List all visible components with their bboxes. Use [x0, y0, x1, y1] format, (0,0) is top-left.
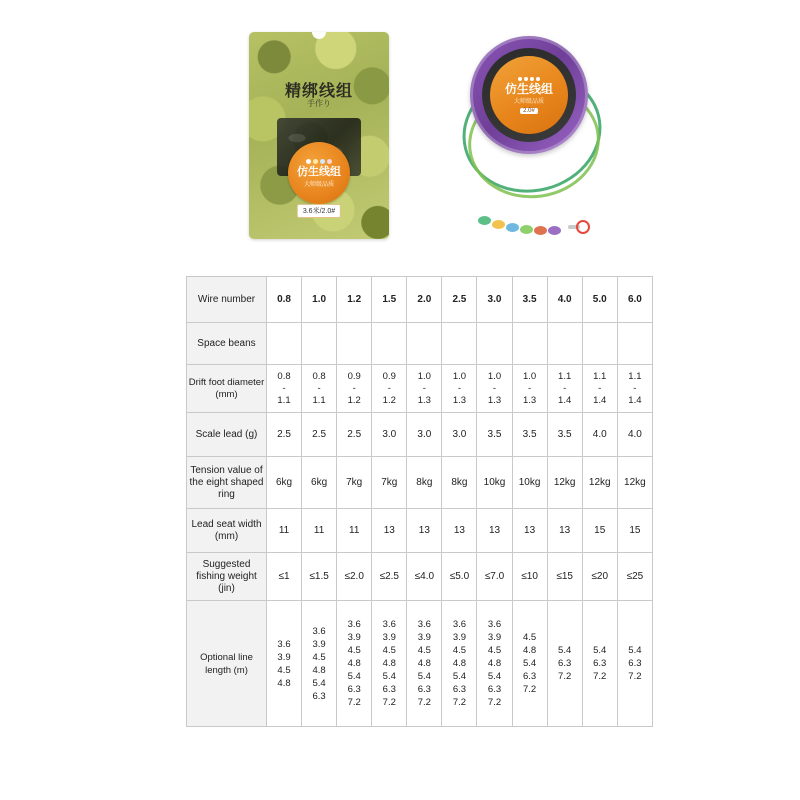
badge-dots-icon — [306, 159, 332, 164]
row-label-wire-number: Wire number — [187, 277, 267, 323]
row-label-space-beans: Space beans — [187, 323, 267, 365]
cell-line-length-0: 3.6 3.9 4.5 4.8 — [267, 601, 302, 727]
cell-wire-number-9: 5.0 — [582, 277, 617, 323]
eight-shaped-ring-icon — [568, 220, 590, 234]
cell-fishing-weight-3: ≤2.5 — [372, 553, 407, 601]
bag-hang-hole-icon — [312, 32, 326, 39]
cell-space-beans-9 — [582, 323, 617, 365]
table-row — [187, 323, 653, 365]
cell-fishing-weight-8: ≤15 — [547, 553, 582, 601]
space-beans-strand — [476, 182, 596, 242]
table-row — [187, 457, 653, 509]
specification-table — [186, 276, 653, 727]
cell-fishing-weight-10: ≤25 — [617, 553, 652, 601]
cell-space-beans-3 — [372, 323, 407, 365]
cell-space-beans-4 — [407, 323, 442, 365]
product-package-bag — [249, 32, 389, 239]
row-label-optional-line-length: Optional line length (m) — [187, 601, 267, 727]
cell-tension-2: 7kg — [337, 457, 372, 509]
cell-drift-foot-8: 1.1 - 1.4 — [547, 365, 582, 413]
cell-lead-seat-4: 13 — [407, 509, 442, 553]
cell-fishing-weight-4: ≤4.0 — [407, 553, 442, 601]
spool-dots-icon — [518, 77, 540, 81]
cell-fishing-weight-0: ≤1 — [267, 553, 302, 601]
cell-space-beans-7 — [512, 323, 547, 365]
cell-scale-lead-6: 3.5 — [477, 413, 512, 457]
product-photo-area — [0, 18, 800, 263]
cell-space-beans-0 — [267, 323, 302, 365]
cell-line-length-6: 3.6 3.9 4.5 4.8 5.4 6.3 7.2 — [477, 601, 512, 727]
cell-tension-0: 6kg — [267, 457, 302, 509]
spool-size-tag: 2.0# — [520, 108, 538, 114]
spool-subtitle: 大师级品质 — [513, 98, 544, 105]
spool-wound-line — [482, 48, 576, 142]
bag-badge-title: 仿生线组 — [297, 165, 341, 178]
cell-lead-seat-2: 11 — [337, 509, 372, 553]
cell-drift-foot-7: 1.0 - 1.3 — [512, 365, 547, 413]
row-label-lead-seat-width: Lead seat width (mm) — [187, 509, 267, 553]
table-row — [187, 509, 653, 553]
cell-drift-foot-9: 1.1 - 1.4 — [582, 365, 617, 413]
bag-title: 精绑线组 — [284, 83, 353, 100]
cell-scale-lead-2: 2.5 — [337, 413, 372, 457]
cell-line-length-3: 3.6 3.9 4.5 4.8 5.4 6.3 7.2 — [372, 601, 407, 727]
cell-lead-seat-7: 13 — [512, 509, 547, 553]
cell-wire-number-3: 1.5 — [372, 277, 407, 323]
bag-badge-subtitle: 大师级品质 — [303, 181, 334, 188]
table-row — [187, 277, 653, 323]
cell-line-length-7: 4.5 4.8 5.4 6.3 7.2 — [512, 601, 547, 727]
spool-title: 仿生线组 — [504, 81, 553, 96]
table-row — [187, 553, 653, 601]
cell-wire-number-7: 3.5 — [512, 277, 547, 323]
cell-lead-seat-9: 15 — [582, 509, 617, 553]
cell-tension-5: 8kg — [442, 457, 477, 509]
table-row — [187, 413, 653, 457]
cell-wire-number-4: 2.0 — [407, 277, 442, 323]
cell-scale-lead-9: 4.0 — [582, 413, 617, 457]
cell-fishing-weight-7: ≤10 — [512, 553, 547, 601]
cell-tension-1: 6kg — [302, 457, 337, 509]
cell-fishing-weight-6: ≤7.0 — [477, 553, 512, 601]
cell-line-length-1: 3.6 3.9 4.5 4.8 5.4 6.3 — [302, 601, 337, 727]
cell-tension-4: 8kg — [407, 457, 442, 509]
cell-lead-seat-6: 13 — [477, 509, 512, 553]
cell-lead-seat-8: 13 — [547, 509, 582, 553]
cell-tension-6: 10kg — [477, 457, 512, 509]
cell-tension-10: 12kg — [617, 457, 652, 509]
cell-scale-lead-1: 2.5 — [302, 413, 337, 457]
cell-space-beans-6 — [477, 323, 512, 365]
row-label-drift-foot-diameter: Drift foot diameter (mm) — [187, 365, 267, 413]
cell-scale-lead-7: 3.5 — [512, 413, 547, 457]
cell-drift-foot-1: 0.8 - 1.1 — [302, 365, 337, 413]
cell-scale-lead-8: 3.5 — [547, 413, 582, 457]
row-label-scale-lead: Scale lead (g) — [187, 413, 267, 457]
cell-space-beans-5 — [442, 323, 477, 365]
bag-subtitle: 手作り — [307, 99, 331, 108]
cell-wire-number-6: 3.0 — [477, 277, 512, 323]
cell-scale-lead-10: 4.0 — [617, 413, 652, 457]
cell-line-length-9: 5.4 6.3 7.2 — [582, 601, 617, 727]
cell-drift-foot-2: 0.9 - 1.2 — [337, 365, 372, 413]
cell-drift-foot-3: 0.9 - 1.2 — [372, 365, 407, 413]
bag-round-badge — [288, 142, 350, 204]
cell-space-beans-2 — [337, 323, 372, 365]
cell-line-length-5: 3.6 3.9 4.5 4.8 5.4 6.3 7.2 — [442, 601, 477, 727]
cell-drift-foot-4: 1.0 - 1.3 — [407, 365, 442, 413]
cell-fishing-weight-1: ≤1.5 — [302, 553, 337, 601]
cell-scale-lead-5: 3.0 — [442, 413, 477, 457]
cell-scale-lead-4: 3.0 — [407, 413, 442, 457]
cell-space-beans-1 — [302, 323, 337, 365]
cell-space-beans-8 — [547, 323, 582, 365]
cell-lead-seat-3: 13 — [372, 509, 407, 553]
cell-drift-foot-6: 1.0 - 1.3 — [477, 365, 512, 413]
specification-table-body — [187, 277, 653, 727]
cell-drift-foot-0: 0.8 - 1.1 — [267, 365, 302, 413]
cell-fishing-weight-2: ≤2.0 — [337, 553, 372, 601]
specification-table-wrapper — [186, 276, 653, 727]
cell-wire-number-8: 4.0 — [547, 277, 582, 323]
cell-wire-number-1: 1.0 — [302, 277, 337, 323]
cell-tension-8: 12kg — [547, 457, 582, 509]
cell-wire-number-10: 6.0 — [617, 277, 652, 323]
cell-line-length-2: 3.6 3.9 4.5 4.8 5.4 6.3 7.2 — [337, 601, 372, 727]
cell-wire-number-2: 1.2 — [337, 277, 372, 323]
spool-label-badge — [490, 56, 568, 134]
cell-drift-foot-10: 1.1 - 1.4 — [617, 365, 652, 413]
product-line-spool — [462, 30, 612, 255]
cell-tension-9: 12kg — [582, 457, 617, 509]
cell-line-length-10: 5.4 6.3 7.2 — [617, 601, 652, 727]
cell-wire-number-5: 2.5 — [442, 277, 477, 323]
cell-fishing-weight-5: ≤5.0 — [442, 553, 477, 601]
row-label-tension-value: Tension value of the eight shaped ring — [187, 457, 267, 509]
cell-lead-seat-0: 11 — [267, 509, 302, 553]
cell-fishing-weight-9: ≤20 — [582, 553, 617, 601]
row-label-suggested-fishing-weight: Suggested fishing weight (jin) — [187, 553, 267, 601]
cell-scale-lead-0: 2.5 — [267, 413, 302, 457]
cell-drift-foot-5: 1.0 - 1.3 — [442, 365, 477, 413]
cell-lead-seat-1: 11 — [302, 509, 337, 553]
cell-space-beans-10 — [617, 323, 652, 365]
cell-tension-7: 10kg — [512, 457, 547, 509]
cell-lead-seat-10: 15 — [617, 509, 652, 553]
cell-line-length-8: 5.4 6.3 7.2 — [547, 601, 582, 727]
cell-wire-number-0: 0.8 — [267, 277, 302, 323]
table-row — [187, 365, 653, 413]
table-row — [187, 601, 653, 727]
cell-lead-seat-5: 13 — [442, 509, 477, 553]
bag-spec-label: 3.6米/2.0# — [297, 204, 341, 218]
cell-line-length-4: 3.6 3.9 4.5 4.8 5.4 6.3 7.2 — [407, 601, 442, 727]
cell-scale-lead-3: 3.0 — [372, 413, 407, 457]
cell-tension-3: 7kg — [372, 457, 407, 509]
spool-body — [470, 36, 588, 154]
